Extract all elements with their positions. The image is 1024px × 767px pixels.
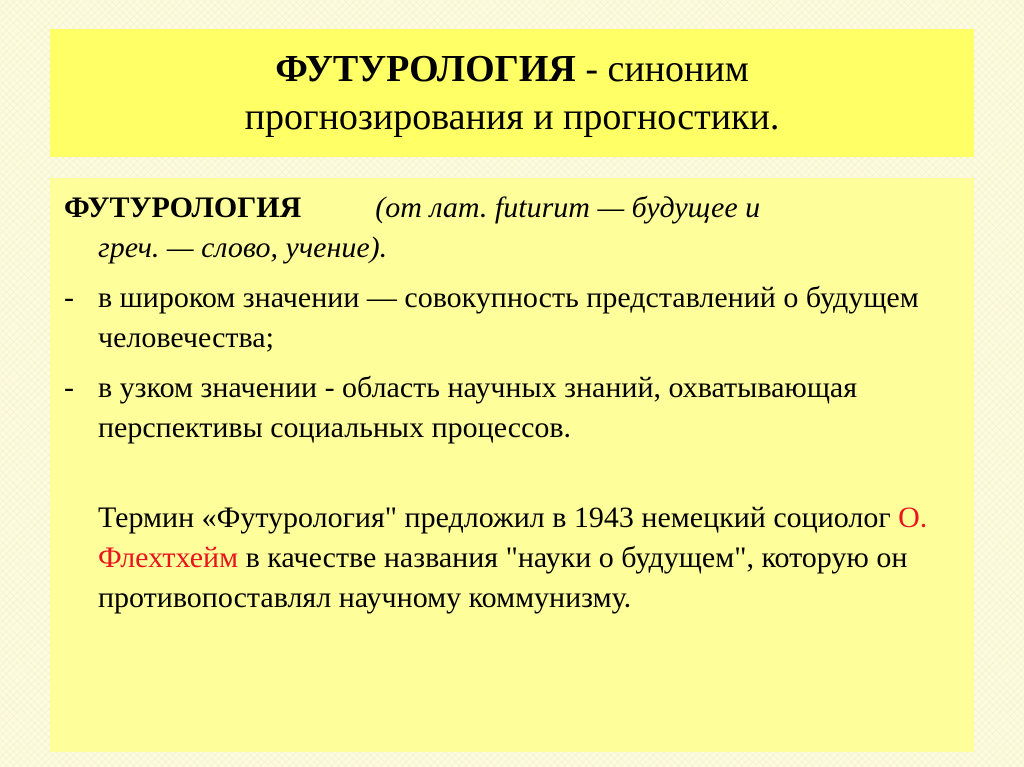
bullet-text-narrow: в узком значении - область научных знаний, охватывающая перспективы социальных процессов.	[98, 371, 858, 444]
author-name: О. Флехтхейм	[98, 501, 928, 574]
bullet-dash: -	[64, 371, 74, 404]
term-paragraph-before: Термин «Футурология" предложил в 1943 немецкий социолог	[98, 501, 899, 534]
definition-term: ФУТУРОЛОГИЯ	[64, 191, 302, 224]
definition-origin-line-2: греч. — слово, учение).	[98, 231, 388, 264]
title-line-2: прогнозирования и прогностики.	[244, 96, 780, 138]
bullet-text-broad: в широком значении — совокупность представлений о будущем человечества;	[98, 281, 919, 354]
title-box	[50, 29, 974, 157]
bullet-item-broad	[64, 278, 960, 358]
definition-heading	[64, 188, 960, 228]
bullet-item-narrow	[64, 368, 960, 448]
bullet-dash: -	[64, 281, 74, 314]
content-box	[50, 178, 974, 752]
title-keyword: ФУТУРОЛОГИЯ	[275, 48, 576, 90]
term-paragraph-after: в качестве названия "науки о будущем", которую он противопоставлял научному коммунизму.	[98, 541, 908, 614]
term-paragraph	[64, 498, 960, 618]
title-rest: - синоним	[575, 48, 749, 90]
title-line-1	[275, 45, 749, 93]
definition-origin-line-1: (от лат. futurum — будущее и	[375, 191, 761, 224]
